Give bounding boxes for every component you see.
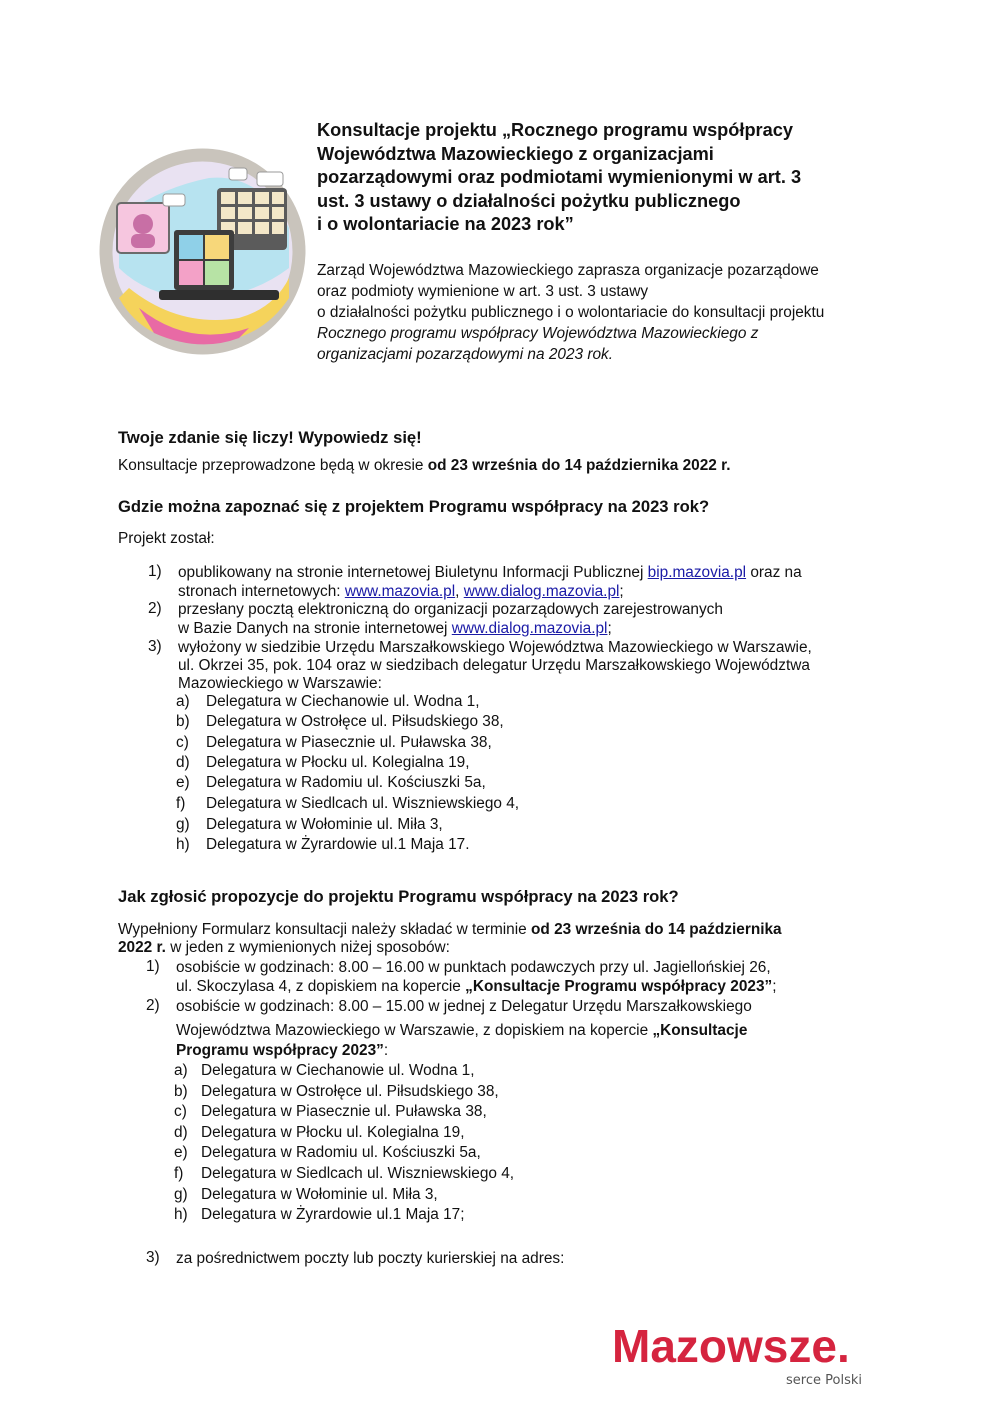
text-span: ; xyxy=(607,620,612,637)
title-line: ust. 3 ustawy o działalności pożytku publicznego xyxy=(317,190,741,211)
title-line: Konsultacje projektu „Rocznego programu współpracy xyxy=(317,120,793,140)
section-heading-where: Gdzie można zapoznać się z projektem Programu współpracy na 2023 rok? xyxy=(118,497,710,516)
submission-lead-text xyxy=(118,938,450,957)
list-item-text: osobiście w godzinach: 8.00 – 16.00 w punktach podawczych przy ul. Jagiellońskiej 26, xyxy=(176,959,771,976)
sub-list-letter: b) xyxy=(174,1083,188,1100)
delegatura-item: Delegatura w Radomiu ul. Kościuszki 5a, xyxy=(201,1144,481,1161)
delegatura-item: Delegatura w Wołominie ul. Miła 3, xyxy=(206,816,443,833)
text-span: ul. Skoczylasa 4, z dopiskiem na kopercie xyxy=(176,978,466,995)
list-number: 3) xyxy=(146,1249,160,1266)
list-item-text: Mazowieckiego w Warszawie: xyxy=(178,675,382,692)
delegatura-item: Delegatura w Radomiu ul. Kościuszki 5a, xyxy=(206,774,486,791)
delegatura-item: Delegatura w Żyrardowie ul.1 Maja 17; xyxy=(201,1206,465,1223)
dialog-link[interactable]: www.dialog.mazovia.pl xyxy=(451,620,608,637)
intro-paragraph xyxy=(317,260,897,365)
list-item-text xyxy=(176,1041,388,1060)
date-range: od 23 września do 14 października 2022 r. xyxy=(427,457,731,474)
video-conference-illustration xyxy=(99,148,306,355)
section-heading-how: Jak zgłosić propozycje do projektu Programu współpracy na 2023 rok? xyxy=(118,887,679,906)
text-span: Wypełniony Formularz konsultacji należy składać w terminie xyxy=(118,921,531,938)
sub-list-letter: a) xyxy=(174,1062,188,1079)
list-number: 1) xyxy=(148,563,162,580)
sub-list-letter: d) xyxy=(174,1124,188,1141)
list-number: 2) xyxy=(146,997,160,1014)
logo-tagline: serce Polski xyxy=(786,1373,862,1388)
list-number: 3) xyxy=(148,638,162,655)
project-lead-text: Projekt został: xyxy=(118,530,215,547)
list-item-text: wyłożony w siedzibie Urzędu Marszałkowskiego Województwa Mazowieckiego w Warszawie, xyxy=(178,639,812,656)
list-item-text: przesłany pocztą elektroniczną do organizacji pozarządowych zarejestrowanych xyxy=(178,601,723,618)
text-span: ; xyxy=(772,978,777,995)
delegatura-item: Delegatura w Ostrołęce ul. Piłsudskiego 38, xyxy=(201,1083,499,1100)
mazovia-link[interactable]: www.mazovia.pl xyxy=(344,583,456,600)
delegatura-item: Delegatura w Wołominie ul. Miła 3, xyxy=(201,1186,438,1203)
delegatura-item: Delegatura w Ciechanowie ul. Wodna 1, xyxy=(206,693,480,710)
sub-list-letter: d) xyxy=(176,754,190,771)
dialog-link[interactable]: www.dialog.mazovia.pl xyxy=(463,583,620,600)
sub-list-letter: h) xyxy=(174,1206,188,1223)
delegatura-item: Delegatura w Żyrardowie ul.1 Maja 17. xyxy=(206,836,470,853)
consultation-period-text xyxy=(118,457,731,475)
list-item-text xyxy=(176,977,776,996)
delegatura-item: Delegatura w Piasecznie ul. Puławska 38, xyxy=(206,734,492,751)
list-number: 1) xyxy=(146,958,160,975)
list-item-text: za pośrednictwem poczty lub poczty kurierskiej na adres: xyxy=(176,1250,565,1267)
title-line: i o wolontariacie na 2023 rok” xyxy=(317,214,574,234)
sub-list-letter: c) xyxy=(176,734,189,751)
sub-list-letter: c) xyxy=(174,1103,187,1120)
text-span: : xyxy=(383,1042,389,1059)
text-span: opublikowany na stronie internetowej Biuletynu Informacji Publicznej xyxy=(178,564,648,581)
sub-list-letter: f) xyxy=(174,1165,184,1182)
list-number: 2) xyxy=(148,600,162,617)
date-range: od 23 września do 14 października xyxy=(531,921,782,938)
intro-line-italic: Rocznego programu współpracy Województwa Mazowieckiego z xyxy=(317,325,759,342)
sub-list-letter: a) xyxy=(176,693,190,710)
text-span: Województwa Mazowieckiego w Warszawie, z dopiskiem na kopercie xyxy=(176,1022,653,1039)
envelope-note: „Konsultacje Programu współpracy 2023” xyxy=(465,978,773,995)
text-span: oraz na xyxy=(746,564,802,581)
sub-list-letter: h) xyxy=(176,836,190,853)
list-item-text xyxy=(176,1021,747,1040)
mazowsze-logo xyxy=(612,1318,874,1390)
title-line: Województwa Mazowieckiego z organizacjami xyxy=(317,143,714,164)
logo-wordmark: Mazowsze. xyxy=(612,1320,850,1372)
intro-line-italic: organizacjami pozarządowymi na 2023 rok. xyxy=(317,346,613,363)
text-span: , xyxy=(455,583,464,600)
sub-list-letter: e) xyxy=(176,774,190,791)
list-item-text: ul. Okrzei 35, pok. 104 oraz w siedzibach delegatur Urzędu Marszałkowskiego Województwa xyxy=(178,657,810,674)
title-line: pozarządowymi oraz podmiotami wymienionymi w art. 3 xyxy=(317,167,802,187)
list-item-text xyxy=(178,582,624,601)
sub-list-letter: g) xyxy=(174,1186,188,1203)
sub-list-letter: g) xyxy=(176,816,190,833)
intro-line: Zarząd Województwa Mazowieckiego zaprasza organizacje pozarządowe xyxy=(317,262,819,279)
section-heading-opinion: Twoje zdanie się liczy! Wypowiedz się! xyxy=(118,428,422,447)
bip-link[interactable]: bip.mazovia.pl xyxy=(647,564,747,581)
envelope-note: Programu współpracy 2023” xyxy=(176,1042,384,1059)
year-text: 2022 r. xyxy=(118,939,166,956)
envelope-note: „Konsultacje xyxy=(652,1022,748,1039)
list-item-text: osobiście w godzinach: 8.00 – 15.00 w jednej z Delegatur Urzędu Marszałkowskiego xyxy=(176,998,752,1015)
delegatura-item: Delegatura w Siedlcach ul. Wiszniewskiego 4, xyxy=(201,1165,515,1182)
sub-list-letter: e) xyxy=(174,1144,188,1161)
delegatura-item: Delegatura w Płocku ul. Kolegialna 19, xyxy=(201,1124,465,1141)
sub-list-letter: b) xyxy=(176,713,190,730)
list-item-text xyxy=(178,619,612,638)
intro-line: oraz podmioty wymienione w art. 3 ust. 3 ustawy xyxy=(317,283,649,300)
page-title xyxy=(317,119,897,237)
delegatura-item: Delegatura w Siedlcach ul. Wiszniewskiego 4, xyxy=(206,795,520,812)
text-span: Konsultacje przeprowadzone będą w okresie xyxy=(118,457,428,474)
delegatura-item: Delegatura w Ostrołęce ul. Piłsudskiego 38, xyxy=(206,713,504,730)
text-span: w Bazie Danych na stronie internetowej xyxy=(178,620,452,637)
text-span: stronach internetowych: xyxy=(178,583,345,600)
delegatura-item: Delegatura w Płocku ul. Kolegialna 19, xyxy=(206,754,470,771)
delegatura-item: Delegatura w Ciechanowie ul. Wodna 1, xyxy=(201,1062,475,1079)
text-span: ; xyxy=(619,583,624,600)
submission-lead-text xyxy=(118,920,782,939)
delegatura-item: Delegatura w Piasecznie ul. Puławska 38, xyxy=(201,1103,487,1120)
sub-list-letter: f) xyxy=(176,795,186,812)
list-item-text xyxy=(178,563,802,582)
text-span: w jeden z wymienionych niżej sposobów: xyxy=(165,939,450,956)
intro-line: o działalności pożytku publicznego i o wolontariacie do konsultacji projektu xyxy=(317,304,825,321)
